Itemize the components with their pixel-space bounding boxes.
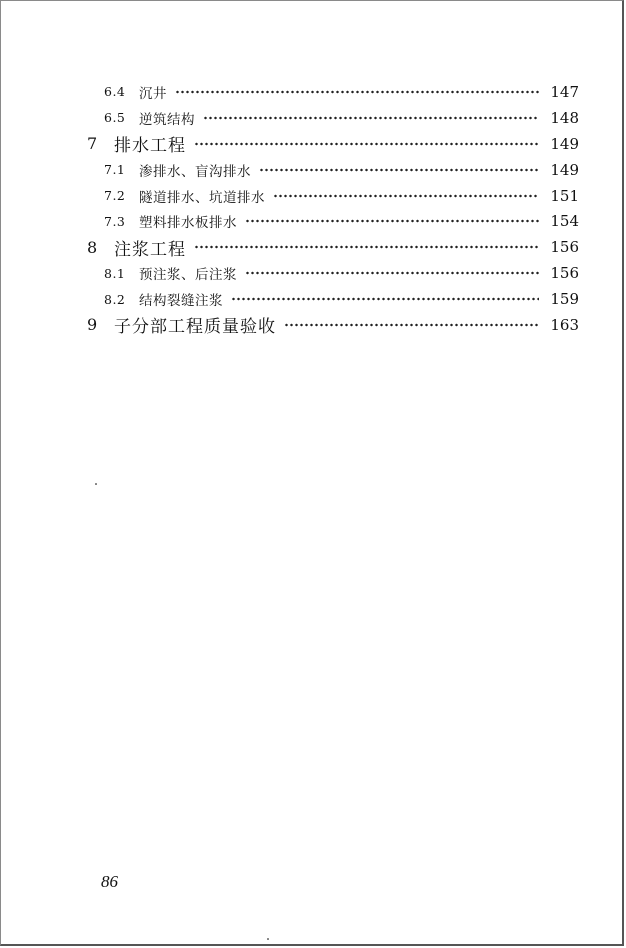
toc-chapter xyxy=(1,131,625,157)
toc-entry-title: 预注浆、后注浆 xyxy=(139,267,237,284)
toc-dot-leader xyxy=(284,323,539,327)
toc-entry-number: 8.1 xyxy=(104,265,126,281)
toc-chapter-title: 排水工程 xyxy=(114,136,186,157)
page-number: 86 xyxy=(101,872,118,891)
toc-entry-title: 隧道排水、坑道排水 xyxy=(139,189,265,206)
toc-entry-number: 7.3 xyxy=(104,213,126,229)
scan-speck xyxy=(267,938,269,940)
toc-entry xyxy=(1,79,625,105)
toc-entry-title: 逆筑结构 xyxy=(139,111,195,128)
toc-entry-page: 147 xyxy=(550,82,579,101)
toc-entry-page: 148 xyxy=(550,108,579,127)
toc-entry xyxy=(1,105,625,131)
toc-entry xyxy=(1,183,625,209)
toc-dot-leader xyxy=(194,245,539,249)
toc-entry-number: 6.5 xyxy=(104,110,126,126)
toc-entry-title: 渗排水、盲沟排水 xyxy=(139,163,251,180)
toc-chapter-page: 163 xyxy=(550,315,579,334)
toc-entry xyxy=(1,286,625,312)
toc-entry-number: 8.2 xyxy=(104,291,126,307)
toc-entry-page: 149 xyxy=(550,160,579,179)
toc-entry-page: 159 xyxy=(550,290,579,309)
toc-dot-leader xyxy=(203,116,539,120)
table-of-contents xyxy=(1,79,625,338)
scan-speck xyxy=(95,483,97,485)
toc-chapter-title: 子分部工程质量验收 xyxy=(114,317,276,338)
toc-chapter-title: 注浆工程 xyxy=(114,239,186,260)
toc-chapter xyxy=(1,234,625,260)
toc-entry-number: 7.2 xyxy=(104,188,126,203)
toc-entry-title: 沉井 xyxy=(139,85,167,102)
toc-chapter xyxy=(1,312,625,338)
toc-entry xyxy=(1,260,625,286)
toc-chapter-number: 7 xyxy=(87,134,98,154)
toc-entry xyxy=(1,208,625,234)
toc-dot-leader xyxy=(231,297,539,301)
toc-dot-leader xyxy=(175,90,539,94)
toc-dot-leader xyxy=(273,194,539,198)
toc-chapter-number: 8 xyxy=(87,237,98,257)
toc-entry-title: 塑料排水板排水 xyxy=(139,215,237,232)
toc-entry xyxy=(1,157,625,183)
toc-entry-number: 6.4 xyxy=(104,84,126,100)
toc-entry-page: 151 xyxy=(550,186,579,205)
toc-dot-leader xyxy=(245,219,539,223)
toc-dot-leader xyxy=(259,168,539,172)
toc-entry-page: 154 xyxy=(550,212,579,231)
toc-chapter-page: 149 xyxy=(550,134,579,153)
toc-chapter-number: 9 xyxy=(87,315,98,335)
toc-entry-number: 7.1 xyxy=(104,162,126,178)
toc-dot-leader xyxy=(194,142,539,146)
toc-dot-leader xyxy=(245,271,539,275)
toc-entry-page: 156 xyxy=(550,264,579,283)
toc-chapter-page: 156 xyxy=(550,238,579,257)
toc-entry-title: 结构裂缝注浆 xyxy=(139,293,223,310)
